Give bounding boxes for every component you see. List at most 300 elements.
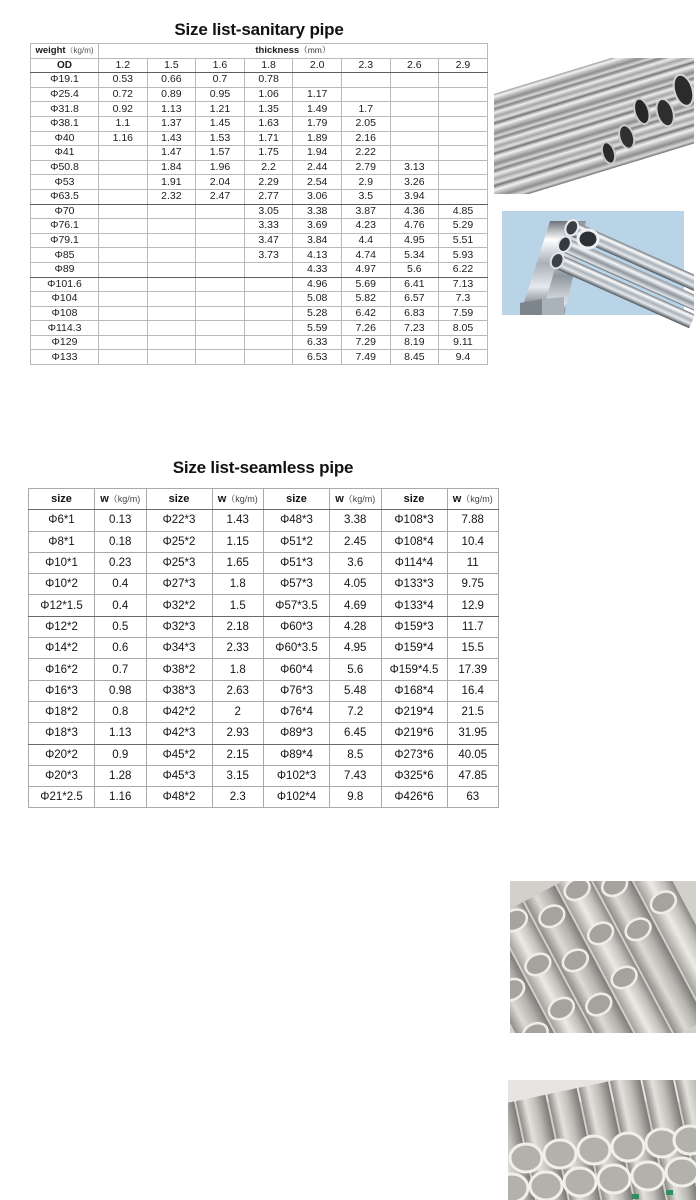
od-cell: Φ104 [31, 292, 99, 307]
weight-cell: 2.54 [293, 175, 342, 190]
weight-cell: 6.57 [390, 292, 439, 307]
od-cell: Φ89 [31, 262, 99, 277]
weight-cell: 1.47 [147, 146, 196, 161]
weight-cell: 1.43 [212, 510, 264, 531]
table-row [29, 680, 499, 701]
weight-cell: 3.33 [244, 219, 293, 234]
size-cell: Φ34*3 [146, 638, 212, 659]
size-cell: Φ89*4 [264, 744, 330, 765]
weight-cell: 1.96 [196, 160, 245, 175]
size-cell: Φ159*4 [381, 638, 447, 659]
size-cell: Φ42*3 [146, 723, 212, 744]
size-cell: Φ45*3 [146, 765, 212, 786]
size-cell: Φ27*3 [146, 574, 212, 595]
weight-cell: 1.57 [196, 146, 245, 161]
weight-cell: 1.91 [147, 175, 196, 190]
weight-cell: 5.6 [330, 659, 382, 680]
size-cell: Φ51*3 [264, 552, 330, 573]
weight-cell: 4.4 [341, 233, 390, 248]
size-header-2: size [264, 489, 330, 510]
size-cell: Φ6*1 [29, 510, 95, 531]
seamless-pipe-section [0, 400, 700, 808]
weight-cell: 2.9 [341, 175, 390, 190]
weight-cell: 1.16 [95, 787, 147, 808]
weight-cell: 2.32 [147, 189, 196, 204]
weight-cell [196, 233, 245, 248]
weight-cell [196, 321, 245, 336]
weight-cell: 6.45 [330, 723, 382, 744]
weight-cell: 16.4 [447, 680, 499, 701]
weight-cell: 7.49 [341, 350, 390, 365]
weight-cell: 2.18 [212, 616, 264, 637]
weight-cell [99, 204, 148, 219]
weight-cell: 7.23 [390, 321, 439, 336]
table-row [31, 306, 488, 321]
size-cell: Φ108*4 [381, 531, 447, 552]
weight-cell [147, 292, 196, 307]
size-cell: Φ20*2 [29, 744, 95, 765]
table-row [29, 659, 499, 680]
weight-cell: 3.6 [330, 552, 382, 573]
weight-cell [390, 146, 439, 161]
weight-cell: 3.69 [293, 219, 342, 234]
weight-cell [244, 350, 293, 365]
weight-cell: 7.2 [330, 701, 382, 722]
size-cell: Φ16*2 [29, 659, 95, 680]
table-row [29, 638, 499, 659]
weight-cell: 5.82 [341, 292, 390, 307]
weight-cell: 0.18 [95, 531, 147, 552]
weight-cell: 1.16 [99, 131, 148, 146]
weight-cell: 4.36 [390, 204, 439, 219]
weight-cell [196, 262, 245, 277]
weight-cell: 5.6 [390, 262, 439, 277]
weight-cell: 1.94 [293, 146, 342, 161]
table-row [31, 146, 488, 161]
table-row [31, 262, 488, 277]
weight-cell: 5.69 [341, 277, 390, 292]
weight-cell: 1.53 [196, 131, 245, 146]
size-cell: Φ168*4 [381, 680, 447, 701]
size-header-0: size [29, 489, 95, 510]
table-row [29, 701, 499, 722]
size-cell: Φ159*3 [381, 616, 447, 637]
weight-cell: 4.76 [390, 219, 439, 234]
table-row [29, 531, 499, 552]
weight-cell: 4.23 [341, 219, 390, 234]
weight-cell: 0.4 [95, 595, 147, 616]
size-cell: Φ48*3 [264, 510, 330, 531]
size-cell: Φ32*3 [146, 616, 212, 637]
weight-cell [147, 277, 196, 292]
weight-cell: 1.7 [341, 102, 390, 117]
thickness-column-header-5: 2.3 [341, 58, 390, 73]
weight-cell [390, 116, 439, 131]
weight-cell: 8.45 [390, 350, 439, 365]
size-cell: Φ8*1 [29, 531, 95, 552]
weight-cell [99, 277, 148, 292]
weight-cell: 5.29 [439, 219, 488, 234]
size-cell: Φ45*2 [146, 744, 212, 765]
weight-cell: 6.53 [293, 350, 342, 365]
w-unit: （kg/m) [226, 494, 258, 505]
weight-cell: 8.19 [390, 335, 439, 350]
od-cell: Φ101.6 [31, 277, 99, 292]
od-cell: Φ114.3 [31, 321, 99, 336]
od-cell: Φ70 [31, 204, 99, 219]
size-cell: Φ60*3.5 [264, 638, 330, 659]
weight-cell: 0.23 [95, 552, 147, 573]
weight-cell: 3.47 [244, 233, 293, 248]
weight-cell [244, 277, 293, 292]
weight-cell [99, 335, 148, 350]
seamless-table-title: Size list-seamless pipe [172, 458, 354, 477]
sanitary-table-title: Size list-sanitary pipe [174, 20, 344, 39]
size-cell: Φ10*2 [29, 574, 95, 595]
weight-cell: 7.3 [439, 292, 488, 307]
size-cell: Φ219*6 [381, 723, 447, 744]
size-cell: Φ273*6 [381, 744, 447, 765]
weight-cell: 1.5 [212, 595, 264, 616]
weight-cell: 2.47 [196, 189, 245, 204]
weight-cell [439, 73, 488, 88]
size-cell: Φ76*3 [264, 680, 330, 701]
od-cell: Φ41 [31, 146, 99, 161]
weight-cell: 5.93 [439, 248, 488, 263]
table-row [31, 160, 488, 175]
weight-cell: 1.63 [244, 116, 293, 131]
size-cell: Φ38*3 [146, 680, 212, 701]
od-cell: Φ38.1 [31, 116, 99, 131]
table-row [31, 321, 488, 336]
table-row [31, 189, 488, 204]
weight-cell [439, 102, 488, 117]
table-row [29, 744, 499, 765]
weight-cell: 2.05 [341, 116, 390, 131]
table-row [31, 248, 488, 263]
weight-cell: 1.37 [147, 116, 196, 131]
weight-header-cell [31, 44, 99, 59]
photo-stainless-round-pipes [494, 58, 694, 194]
weight-cell: 1.06 [244, 87, 293, 102]
thickness-label: thickness [255, 45, 300, 57]
size-cell: Φ102*3 [264, 765, 330, 786]
w-label: w [335, 493, 344, 506]
weight-cell [147, 335, 196, 350]
table-row [31, 292, 488, 307]
weight-cell [147, 248, 196, 263]
thickness-column-header-6: 2.6 [390, 58, 439, 73]
weight-cell: 0.92 [99, 102, 148, 117]
weight-cell: 7.29 [341, 335, 390, 350]
weight-cell: 1.13 [147, 102, 196, 117]
table-row [31, 175, 488, 190]
size-cell: Φ32*2 [146, 595, 212, 616]
weight-header-2 [330, 489, 382, 510]
weight-cell: 1.17 [293, 87, 342, 102]
weight-cell: 2.22 [341, 146, 390, 161]
weight-cell [99, 219, 148, 234]
seamless-table-body [29, 510, 499, 808]
weight-cell: 3.5 [341, 189, 390, 204]
weight-cell: 1.21 [196, 102, 245, 117]
weight-cell [99, 175, 148, 190]
weight-cell: 15.5 [447, 638, 499, 659]
weight-cell [196, 277, 245, 292]
table-row [31, 102, 488, 117]
weight-cell: 1.15 [212, 531, 264, 552]
weight-cell: 0.89 [147, 87, 196, 102]
weight-cell: 5.28 [293, 306, 342, 321]
size-cell: Φ16*3 [29, 680, 95, 701]
weight-cell [196, 219, 245, 234]
size-cell: Φ60*4 [264, 659, 330, 680]
weight-cell: 7.88 [447, 510, 499, 531]
weight-cell: 3.38 [293, 204, 342, 219]
weight-cell: 8.5 [330, 744, 382, 765]
weight-cell: 0.5 [95, 616, 147, 637]
weight-cell: 9.4 [439, 350, 488, 365]
weight-cell: 3.06 [293, 189, 342, 204]
w-unit: （kg/m) [108, 494, 141, 505]
table-row [31, 335, 488, 350]
weight-cell [341, 73, 390, 88]
weight-cell: 1.35 [244, 102, 293, 117]
weight-cell: 2.04 [196, 175, 245, 190]
weight-cell: 1.8 [212, 574, 264, 595]
weight-cell [147, 204, 196, 219]
weight-header-1 [212, 489, 264, 510]
od-header-cell: OD [31, 58, 99, 73]
weight-cell: 3.94 [390, 189, 439, 204]
weight-cell: 3.15 [212, 765, 264, 786]
weight-cell: 1.1 [99, 116, 148, 131]
weight-cell: 1.8 [212, 659, 264, 680]
weight-cell [147, 233, 196, 248]
weight-cell [99, 262, 148, 277]
weight-cell: 0.8 [95, 701, 147, 722]
weight-cell: 2.33 [212, 638, 264, 659]
table-row [29, 787, 499, 808]
weight-cell: 4.28 [330, 616, 382, 637]
weight-cell: 2.2 [244, 160, 293, 175]
size-cell: Φ219*4 [381, 701, 447, 722]
weight-cell [439, 189, 488, 204]
weight-cell: 2.16 [341, 131, 390, 146]
size-cell: Φ25*3 [146, 552, 212, 573]
weight-cell [99, 146, 148, 161]
weight-cell [390, 131, 439, 146]
od-cell: Φ108 [31, 306, 99, 321]
weight-cell: 2.15 [212, 744, 264, 765]
weight-cell: 0.72 [99, 87, 148, 102]
weight-cell: 10.4 [447, 531, 499, 552]
weight-cell [99, 306, 148, 321]
weight-cell: 5.48 [330, 680, 382, 701]
photo-stacked-large-pipes [508, 1080, 696, 1200]
size-cell: Φ76*4 [264, 701, 330, 722]
sanitary-header-units-row [31, 44, 488, 59]
weight-cell: 1.79 [293, 116, 342, 131]
weight-cell [99, 189, 148, 204]
table-row [31, 350, 488, 365]
weight-cell: 5.34 [390, 248, 439, 263]
sanitary-table-body [31, 73, 488, 365]
weight-cell: 8.05 [439, 321, 488, 336]
size-cell: Φ48*2 [146, 787, 212, 808]
weight-cell [147, 262, 196, 277]
table-row [31, 73, 488, 88]
photo-seamless-pipe-bundle [510, 881, 696, 1033]
seamless-table-head [29, 489, 499, 510]
weight-cell [99, 350, 148, 365]
size-cell: Φ21*2.5 [29, 787, 95, 808]
weight-cell: 4.97 [341, 262, 390, 277]
w-label: w [217, 493, 227, 506]
weight-cell: 5.08 [293, 292, 342, 307]
weight-cell [439, 87, 488, 102]
size-cell: Φ108*3 [381, 510, 447, 531]
weight-cell [99, 292, 148, 307]
w-unit: （kg/m) [461, 494, 493, 505]
w-label: w [452, 493, 462, 506]
thickness-column-header-4: 2.0 [293, 58, 342, 73]
od-cell: Φ40 [31, 131, 99, 146]
thickness-unit: （mm） [299, 45, 331, 56]
weight-cell: 5.51 [439, 233, 488, 248]
table-row [29, 616, 499, 637]
stacked-pipes-illustration [508, 1080, 696, 1200]
weight-cell: 5.59 [293, 321, 342, 336]
weight-cell [147, 219, 196, 234]
size-cell: Φ114*4 [381, 552, 447, 573]
sanitary-pipe-section [0, 0, 700, 400]
od-cell: Φ53 [31, 175, 99, 190]
weight-cell [99, 248, 148, 263]
weight-cell [196, 292, 245, 307]
weight-cell: 1.65 [212, 552, 264, 573]
weight-cell: 21.5 [447, 701, 499, 722]
weight-cell: 6.41 [390, 277, 439, 292]
weight-cell: 7.59 [439, 306, 488, 321]
weight-cell: 2.63 [212, 680, 264, 701]
table-row [31, 87, 488, 102]
weight-cell: 0.6 [95, 638, 147, 659]
size-cell: Φ102*4 [264, 787, 330, 808]
weight-cell: 0.13 [95, 510, 147, 531]
od-cell: Φ76.1 [31, 219, 99, 234]
od-cell: Φ25.4 [31, 87, 99, 102]
weight-cell [244, 306, 293, 321]
weight-cell: 4.69 [330, 595, 382, 616]
sanitary-column-header-row [31, 58, 488, 73]
thickness-column-header-7: 2.9 [439, 58, 488, 73]
size-cell: Φ12*2 [29, 616, 95, 637]
size-cell: Φ325*6 [381, 765, 447, 786]
size-cell: Φ14*2 [29, 638, 95, 659]
size-cell: Φ38*2 [146, 659, 212, 680]
weight-cell: 3.26 [390, 175, 439, 190]
size-cell: Φ20*3 [29, 765, 95, 786]
weight-cell [99, 233, 148, 248]
weight-cell [196, 248, 245, 263]
weight-cell: 0.66 [147, 73, 196, 88]
weight-cell [439, 160, 488, 175]
size-cell: Φ57*3.5 [264, 595, 330, 616]
weight-cell: 3.13 [390, 160, 439, 175]
weight-cell: 2.79 [341, 160, 390, 175]
weight-cell: 47.85 [447, 765, 499, 786]
thickness-column-header-3: 1.8 [244, 58, 293, 73]
weight-cell: 0.53 [99, 73, 148, 88]
weight-cell: 3.05 [244, 204, 293, 219]
w-label: w [100, 493, 109, 506]
weight-cell: 4.95 [390, 233, 439, 248]
od-cell: Φ50.8 [31, 160, 99, 175]
polished-pipes-illustration [492, 203, 694, 345]
weight-cell: 2.3 [212, 787, 264, 808]
weight-cell: 0.4 [95, 574, 147, 595]
table-row [29, 574, 499, 595]
weight-cell: 3.84 [293, 233, 342, 248]
weight-label: weight [35, 45, 66, 57]
weight-cell: 2 [212, 701, 264, 722]
weight-cell: 3.87 [341, 204, 390, 219]
w-unit: （kg/m) [343, 494, 376, 505]
stainless-pipes-illustration [494, 58, 694, 194]
weight-cell: 0.9 [95, 744, 147, 765]
weight-cell: 1.71 [244, 131, 293, 146]
weight-cell: 1.84 [147, 160, 196, 175]
weight-cell [147, 321, 196, 336]
sanitary-table-head [31, 44, 488, 73]
weight-cell: 4.96 [293, 277, 342, 292]
weight-cell [293, 73, 342, 88]
size-cell: Φ60*3 [264, 616, 330, 637]
od-cell: Φ133 [31, 350, 99, 365]
seamless-bundle-illustration [510, 881, 696, 1033]
od-cell: Φ85 [31, 248, 99, 263]
size-header-3: size [381, 489, 447, 510]
table-row [31, 131, 488, 146]
weight-header-3 [447, 489, 499, 510]
od-cell: Φ19.1 [31, 73, 99, 88]
table-row [29, 552, 499, 573]
weight-cell: 0.98 [95, 680, 147, 701]
weight-cell: 9.8 [330, 787, 382, 808]
photo-polished-pipes-blue [492, 203, 694, 345]
weight-cell: 7.43 [330, 765, 382, 786]
size-cell: Φ133*4 [381, 595, 447, 616]
weight-cell: 1.43 [147, 131, 196, 146]
weight-cell [390, 73, 439, 88]
weight-header-0 [95, 489, 147, 510]
size-cell: Φ12*1.5 [29, 595, 95, 616]
weight-cell [196, 204, 245, 219]
size-cell: Φ159*4.5 [381, 659, 447, 680]
weight-cell: 63 [447, 787, 499, 808]
table-row [29, 595, 499, 616]
weight-cell [99, 160, 148, 175]
sanitary-pipe-table [30, 43, 488, 365]
seamless-header-row [29, 489, 499, 510]
weight-cell: 2.29 [244, 175, 293, 190]
thickness-column-header-2: 1.6 [196, 58, 245, 73]
weight-cell: 7.26 [341, 321, 390, 336]
weight-cell: 12.9 [447, 595, 499, 616]
weight-cell: 6.42 [341, 306, 390, 321]
size-cell: Φ42*2 [146, 701, 212, 722]
